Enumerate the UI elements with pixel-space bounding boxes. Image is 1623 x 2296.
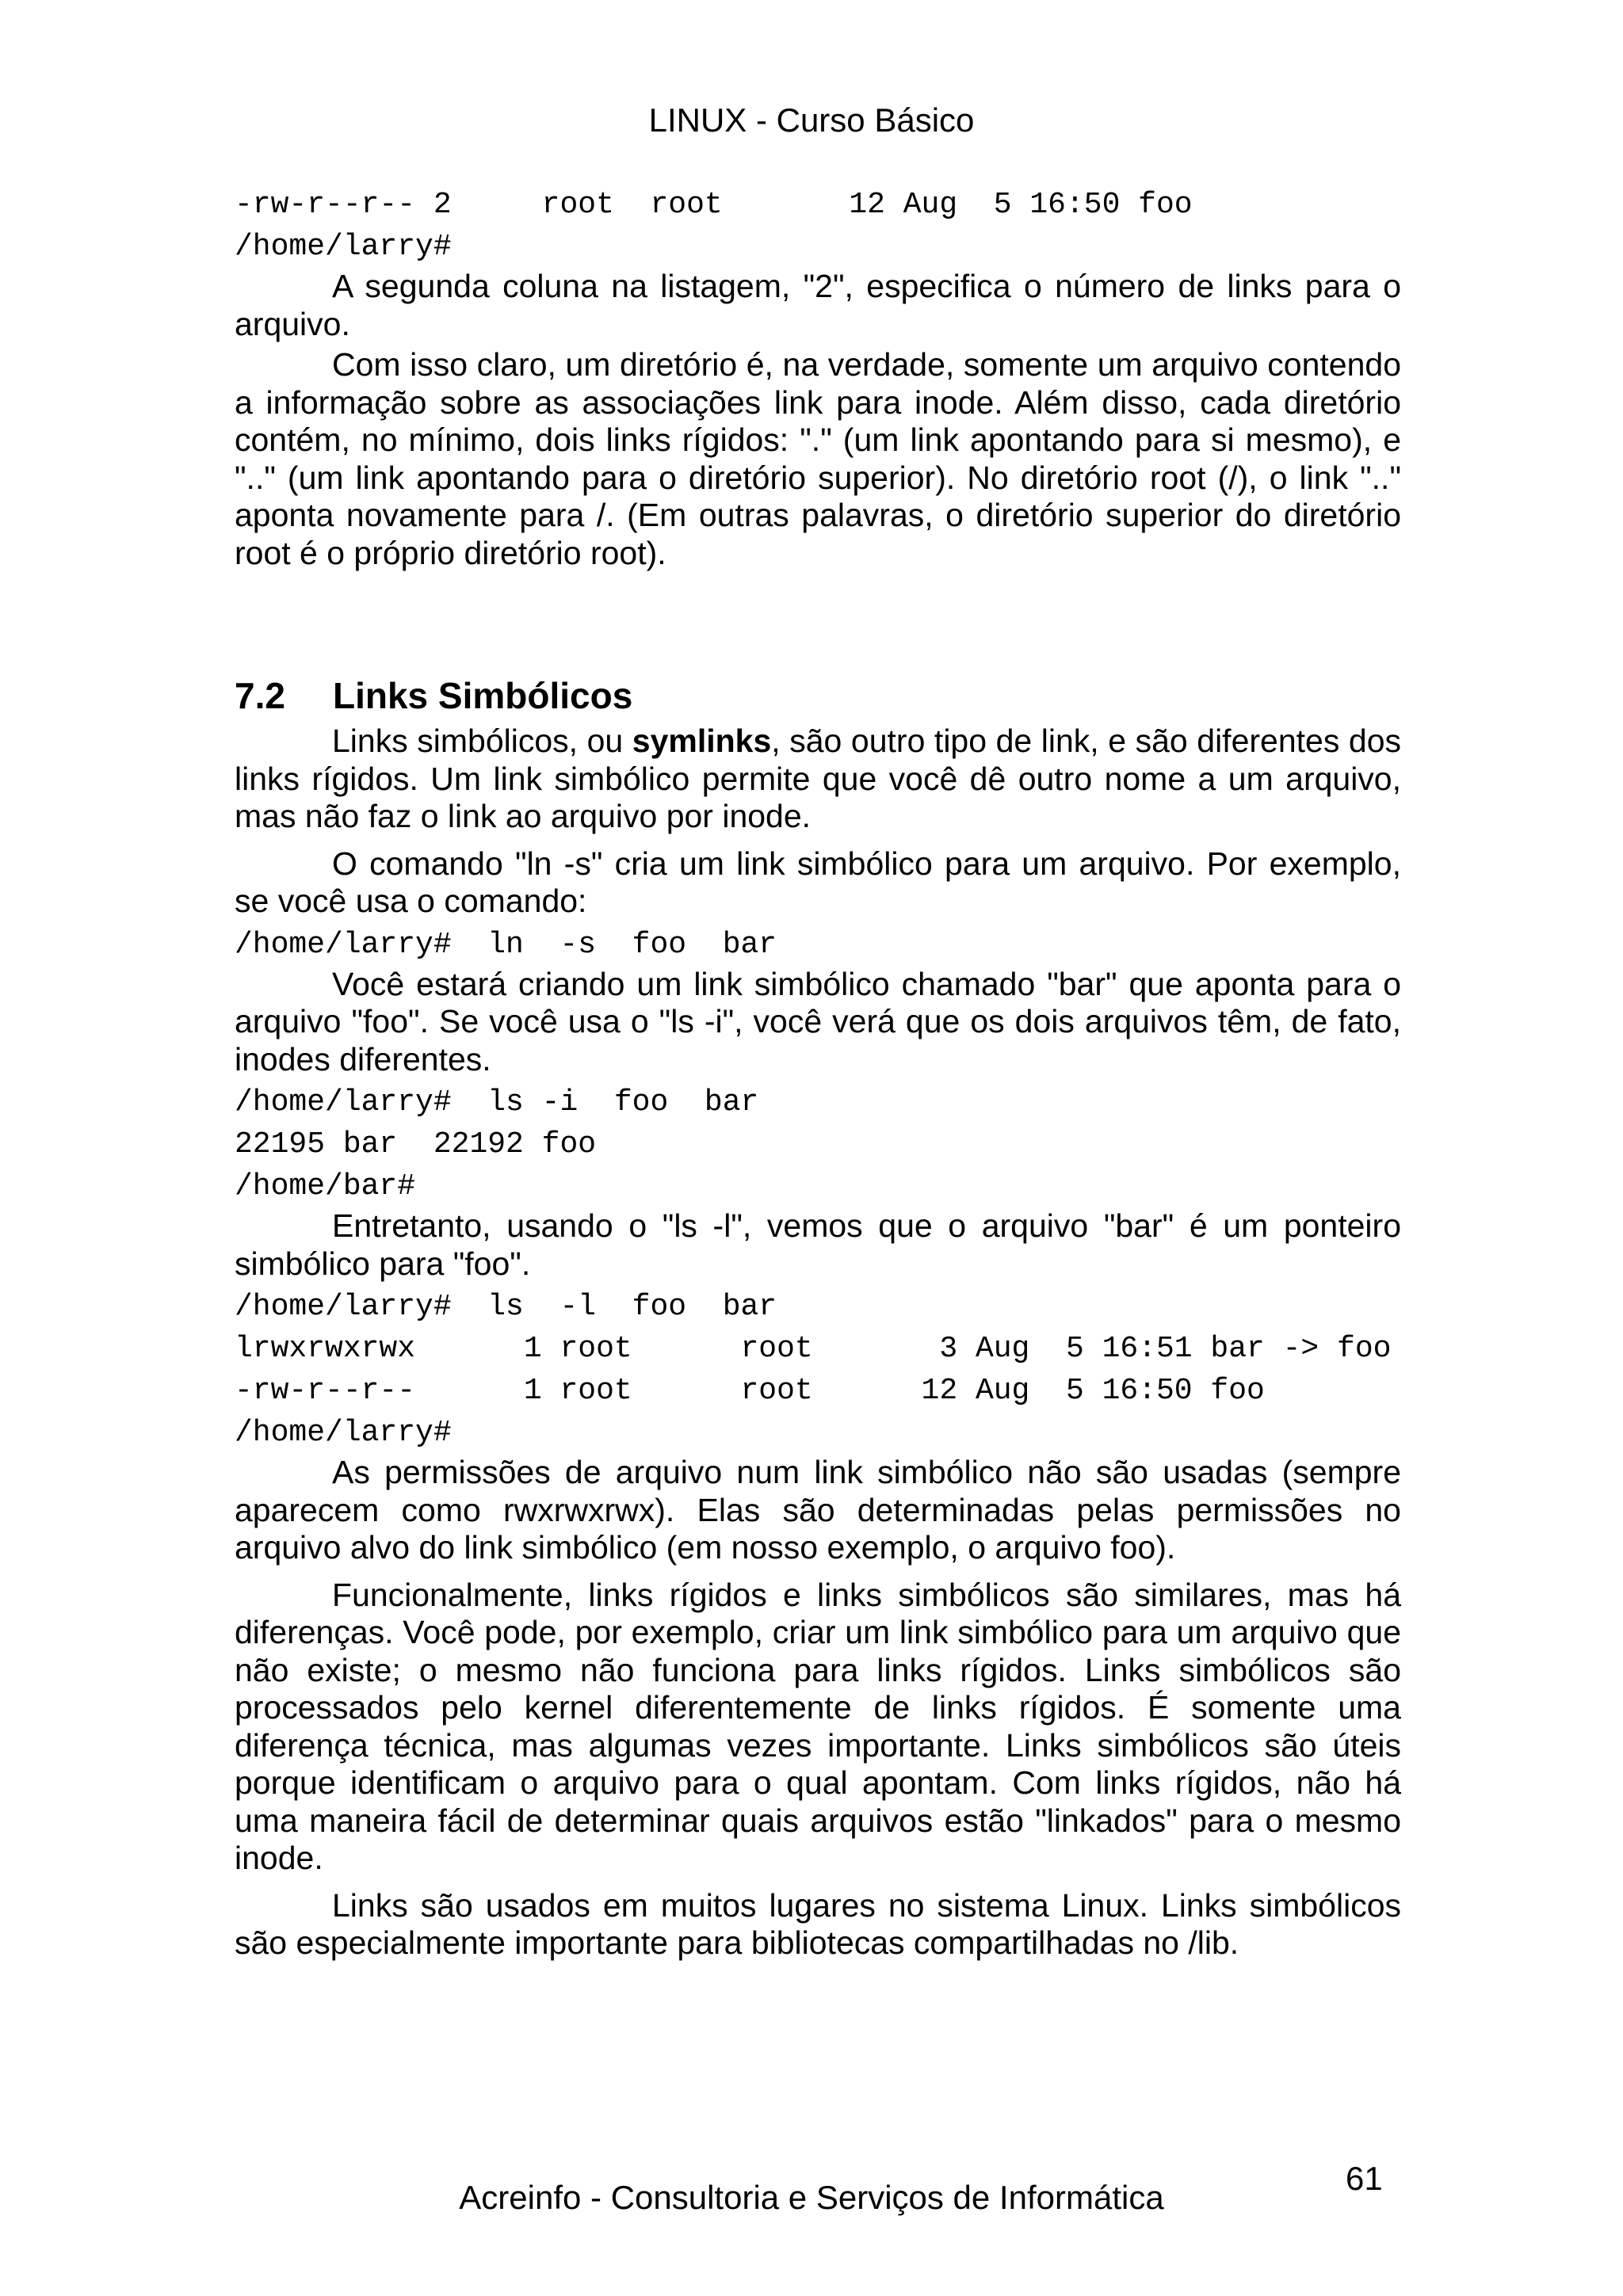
page-content — [235, 184, 1401, 1972]
code-ls-l-output: /home/larry# ls -l foo bar lrwxrwxrwx 1 root root 3 Aug 5 16:51 bar -> foo -rw-r--r-- 1 root root 12 Aug 5 16:50 foo /home/larry# — [235, 1290, 1392, 1450]
page-header: LINUX - Curso Básico — [648, 101, 975, 139]
symlinks-intro-rest: , são outro tipo de link, e são diferentes dos links rígidos. Um link simbólico permite que você dê outro nome a um arquivo, mas não faz o link ao arquivo por inode. — [235, 723, 1401, 834]
symlinks-term: symlinks — [632, 723, 772, 759]
code-ls-i-output: /home/larry# ls -i foo bar 22195 bar 22192 foo /home/bar# — [235, 1085, 759, 1203]
symlinks-intro-text: Links simbólicos, ou — [332, 723, 632, 759]
paragraph-permissions: As permissões de arquivo num link simbólico não são usadas (sempre aparecem como rwxrwxrwx). Elas são determinadas pelas permissões no arquivo alvo do link simbólico (em nosso exemplo, o arquivo foo). — [235, 1454, 1401, 1566]
paragraph-links-usage: Links são usados em muitos lugares no sistema Linux. Links simbólicos são especialmente importante para bibliotecas compartilhadas no /lib. — [235, 1886, 1401, 1961]
section-number: 7.2 — [235, 675, 285, 716]
paragraph-directory-links: Com isso claro, um diretório é, na verdade, somente um arquivo contendo a informação sobre as associações link para inode. Além disso, cada diretório contém, no mínimo, dois links rígidos: "." (um link apontando para si mesmo), e ".." (um link apontando para o diretório superior). No diretório root (/), o link ".." aponta novamente para /. (Em outras palavras, o diretório superior do diretório root é o próprio diretório root). — [235, 346, 1401, 571]
code-ln-command: /home/larry# ln -s foo bar — [235, 927, 777, 962]
paragraph-ls-l: Entretanto, usando o "ls -l", vemos que o arquivo "bar" é um ponteiro simbólico para "foo". — [235, 1207, 1401, 1282]
paragraph-symlinks-intro — [235, 723, 1401, 836]
section-title: Links Simbólicos — [333, 675, 633, 716]
section-heading — [235, 673, 1401, 718]
paragraph-symlink-created: Você estará criando um link simbólico chamado "bar" que aponta para o arquivo "foo". Se você usa o "ls -i", você verá que os dois arquivos têm, de fato, inodes diferentes. — [235, 965, 1401, 1077]
code-listing-ls-output: -rw-r--r-- 2 root root 12 Aug 5 16:50 foo /home/larry# — [235, 188, 1193, 264]
page-number: 61 — [1346, 2160, 1383, 2197]
paragraph-functional-differences: Funcionalmente, links rígidos e links simbólicos são similares, mas há diferenças. Você pode, por exemplo, criar um link simbólico para um arquivo que não existe; o mesmo não funciona para links rígidos. Links simbólicos são processados pelo kernel diferentemente de links rígidos. É somente uma diferença técnica, mas algumas vezes importante. Links simbólicos são úteis porque identificam o arquivo para o qual apontam. Com links rígidos, não há uma maneira fácil de determinar quais arquivos estão "linkados" para o mesmo inode. — [235, 1576, 1401, 1876]
paragraph-ln-command: O comando "ln -s" cria um link simbólico para um arquivo. Por exemplo, se você usa o comando: — [235, 845, 1401, 919]
paragraph-second-column: A segunda coluna na listagem, "2", especifica o número de links para o arquivo. — [235, 268, 1401, 342]
page-footer: Acreinfo - Consultoria e Serviços de Informática — [459, 2179, 1164, 2216]
